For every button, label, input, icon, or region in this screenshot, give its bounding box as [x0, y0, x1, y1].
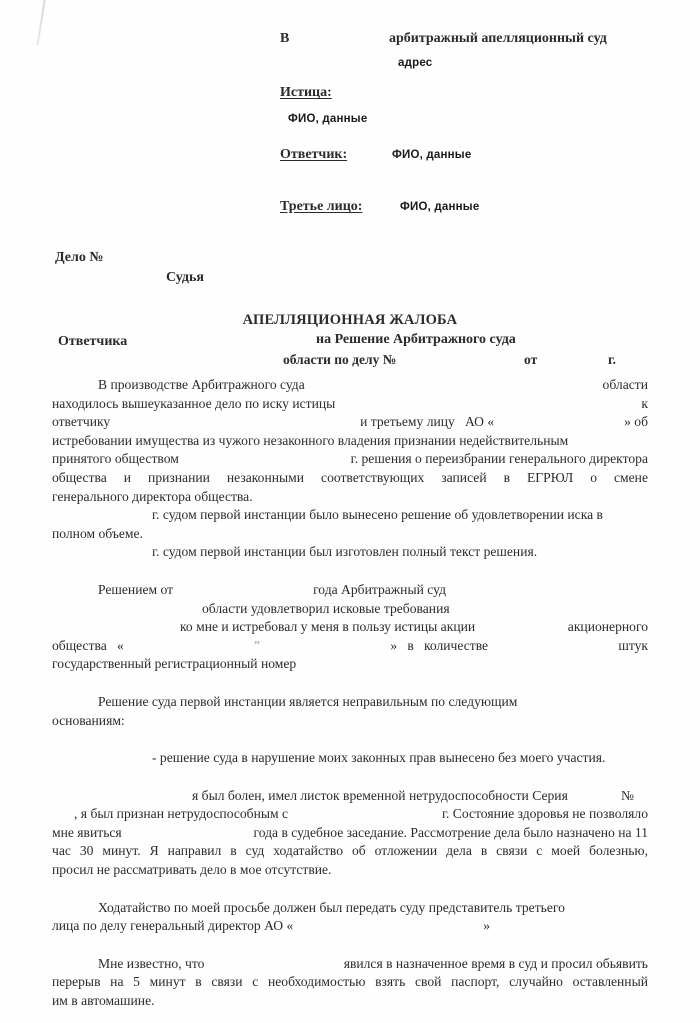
- paragraph-2: [52, 506, 648, 543]
- p8-line-1: [52, 899, 648, 918]
- case-number-label: Дело №: [55, 250, 104, 265]
- p4-line-3: [52, 618, 648, 637]
- judge-label: Судья: [166, 270, 204, 285]
- p7-line-1: [52, 787, 648, 806]
- spacer-2: [52, 674, 648, 693]
- p7-line-3: [52, 824, 648, 843]
- p7-l1-a: я был болен, имел листок временной нетрудоспособности Серия: [192, 787, 568, 803]
- paragraph-8: [52, 899, 648, 936]
- p9-l1-a: Мне известно, что: [98, 955, 205, 971]
- title-subtitle: на Решение Арбитражного суда: [316, 332, 516, 347]
- addressee-prefix: В: [280, 31, 290, 46]
- p1-line-3: [52, 413, 648, 432]
- p2-line-2: полном объеме.: [52, 525, 143, 541]
- p8-line-2: [52, 917, 648, 936]
- p1-l1-a: В производстве Арбитражного суда: [98, 377, 305, 392]
- p6-line-1: [52, 749, 648, 768]
- p7-l1-b: №: [621, 787, 634, 803]
- p4-l4-d: штук: [618, 637, 648, 653]
- p5-l1-text: Решение суда первой инстанции является неправильным по следующим: [98, 693, 518, 709]
- p9-line-2: перерыв на 5 минут в связи с необходимостью взять свой паспорт, случайно оставленный: [52, 974, 648, 990]
- spacer-6: [52, 936, 648, 955]
- p4-l1-a: Решением от: [98, 581, 174, 597]
- p1-l3-c: » об: [624, 414, 648, 430]
- spacer-5: [52, 880, 648, 899]
- third-party-value: ФИО, данные: [400, 201, 480, 213]
- p4-l3-b: акционерного: [567, 619, 648, 635]
- paragraph-1: [52, 376, 648, 506]
- p8-l2-b: »: [483, 918, 491, 934]
- p4-l1-b: года Арбитражный суд: [313, 581, 446, 597]
- p1-l5-b: г. решения о переизбрании генерального директора: [350, 451, 648, 467]
- scan-artifact-line: [37, 0, 46, 46]
- p1-l2-a: находилось вышеуказанное дело по иску истицы: [52, 395, 336, 411]
- p1-l5-a: принятого обществом: [52, 451, 179, 467]
- p8-l2-a: лица по делу генеральный директор АО «: [52, 918, 294, 934]
- document-body: [52, 376, 648, 1011]
- p3-line-1: [52, 543, 648, 562]
- p4-l4-b: ”: [254, 637, 261, 653]
- p7-l2-b: г. Состояние здоровья не позволяло: [441, 806, 648, 822]
- p1-line-6: общества и признании незаконными соответствующих записей в ЕГРЮЛ о смене: [52, 469, 648, 485]
- p1-line-5: [52, 450, 648, 469]
- title-year-suffix: г.: [608, 352, 616, 367]
- paragraph-5: [52, 693, 648, 730]
- p1-line-1: [52, 376, 648, 395]
- p7-line-5: просил не рассматривать дело в мое отсутствие.: [52, 862, 332, 878]
- p9-l1-b: явился в назначенное время в суд и просил обьявить: [343, 955, 648, 971]
- p7-line-2: [52, 805, 648, 824]
- p1-l3-b: и третьему лицу АО «: [360, 414, 495, 430]
- p7-l3-b: года в судебное заседание. Рассмотрение дела было назначено на 11: [253, 824, 648, 840]
- p1-line-7: генерального директора общества.: [52, 488, 253, 504]
- p5-line-2: основаниям:: [52, 712, 125, 728]
- plaintiff-label: Истица:: [280, 85, 332, 100]
- appellant-label: Ответчика: [58, 334, 128, 349]
- p2-l1-text: г. судом первой инстанции было вынесено решение об удовлетворении иска в: [152, 507, 603, 523]
- defendant-label: Ответчик:: [280, 147, 348, 162]
- paragraph-6-bullet: [52, 749, 648, 768]
- p7-line-4: час 30 минут. Я направил в суд ходатайство об отложении дела в связи с моей болезнью,: [52, 843, 648, 859]
- p4-l3-a: ко мне и истребовал у меня в пользу истицы акции: [180, 619, 476, 635]
- title-from-label: от: [524, 352, 538, 367]
- p1-line-2: [52, 395, 648, 414]
- p7-l2-a: , я был признан нетрудоспособным с: [74, 806, 289, 822]
- paragraph-4: [52, 581, 648, 674]
- p4-line-4: [52, 637, 648, 656]
- plaintiff-value: ФИО, данные: [288, 113, 368, 125]
- p3-l1-text: г. судом первой инстанции был изготовлен полный текст решения.: [152, 544, 538, 560]
- p1-l3-a: ответчику: [52, 414, 111, 430]
- p4-l2-text: области удовлетворил исковые требования: [202, 600, 450, 616]
- spacer-3: [52, 730, 648, 749]
- p4-line-1: [52, 581, 648, 600]
- spacer-4: [52, 768, 648, 787]
- p5-line-1: [52, 693, 648, 712]
- paragraph-7: [52, 787, 648, 880]
- p4-l4-c: » в количестве: [390, 637, 489, 653]
- paragraph-9: [52, 955, 648, 1011]
- p4-line-5: государственный регистрационный номер: [52, 656, 297, 672]
- p4-l4-a: общества «: [52, 637, 124, 653]
- p6-l1-text: - решение суда в нарушение моих законных прав вынесено без моего участия.: [152, 750, 606, 766]
- spacer-1: [52, 562, 648, 581]
- page-title: АПЕЛЛЯЦИОННАЯ ЖАЛОБА: [242, 312, 458, 328]
- court-address-label: адрес: [398, 57, 433, 69]
- p4-line-2: [52, 600, 648, 619]
- p9-line-3: им в автомашине.: [52, 993, 155, 1009]
- p1-l2-b: к: [641, 395, 648, 411]
- defendant-value: ФИО, данные: [392, 149, 472, 161]
- p1-l1-b: области: [602, 377, 648, 392]
- p8-l1-text: Ходатайство по моей просьбе должен был передать суду представитель третьего: [98, 899, 565, 915]
- paragraph-3: [52, 543, 648, 562]
- p1-line-4: истребовании имущества из чужого незаконного владения признании недействительным: [52, 432, 569, 448]
- court-name: арбитражный апелляционный суд: [389, 31, 607, 46]
- third-party-label: Третье лицо:: [280, 199, 363, 214]
- p2-line-1: [52, 506, 648, 525]
- p9-line-1: [52, 955, 648, 974]
- p7-l3-a: мне явиться: [52, 824, 122, 840]
- title-case-line: области по делу №: [283, 352, 397, 367]
